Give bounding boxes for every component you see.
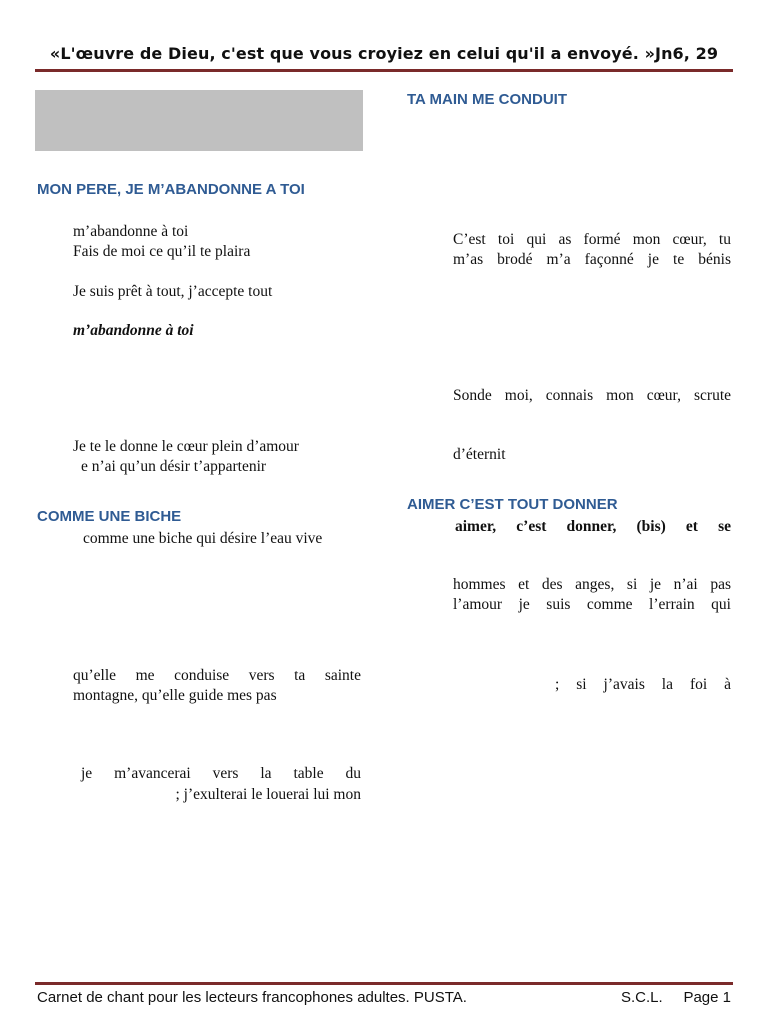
song-line: m’as brodé m’a façonné je te bénis: [453, 251, 731, 268]
footer-title: Carnet de chant pour les lecteurs francophones adultes. PUSTA.: [37, 989, 467, 1006]
song-line: m’abandonne à toi: [73, 223, 189, 240]
footer-page-number: S.C.L. Page 1: [620, 989, 731, 1006]
song-line: qu’elle me conduise vers ta sainte: [73, 667, 361, 684]
header-divider: [35, 69, 733, 72]
song-line: montagne, qu’elle guide mes pas: [73, 687, 277, 704]
song-line: comme une biche qui désire l’eau vive: [83, 530, 323, 547]
song-line: je m’avancerai vers la table du: [81, 765, 361, 782]
song-title-mon-pere: MON PERE, JE M’ABANDONNE A TOI: [37, 181, 305, 198]
song-line: e n’ai qu’un désir t’appartenir: [81, 458, 267, 475]
song-line: hommes et des anges, si je n’ai pas: [453, 576, 731, 593]
footer-divider: [35, 982, 733, 985]
song-line: C’est toi qui as formé mon cœur, tu: [453, 231, 731, 248]
page-header-quote: «L'œuvre de Dieu, c'est que vous croyiez en celui qu'il a envoyé. »Jn6, 29: [49, 44, 719, 63]
song-line: aimer, c’est donner, (bis) et se: [455, 518, 731, 535]
song-line: ; si j’avais la foi à: [555, 676, 731, 693]
song-line: l’amour je suis comme l’errain qui: [453, 596, 731, 613]
song-line: Fais de moi ce qu’il te plaira: [73, 243, 251, 260]
song-line: Sonde moi, connais mon cœur, scrute: [453, 387, 731, 404]
song-line: Je te le donne le cœur plein d’amour: [73, 438, 299, 455]
song-title-aimer: AIMER C’EST TOUT DONNER: [407, 496, 618, 513]
song-title-comme-une-biche: COMME UNE BICHE: [37, 508, 182, 525]
song-line-refrain: m’abandonne à toi: [73, 322, 194, 339]
song-line: Je suis prêt à tout, j’accepte tout: [73, 283, 273, 300]
song-line: ; j’exulterai le louerai lui mon: [175, 786, 361, 803]
song-title-ta-main: TA MAIN ME CONDUIT: [407, 91, 567, 108]
song-line: d’éternit: [453, 446, 506, 463]
grey-placeholder-box: [35, 90, 363, 151]
